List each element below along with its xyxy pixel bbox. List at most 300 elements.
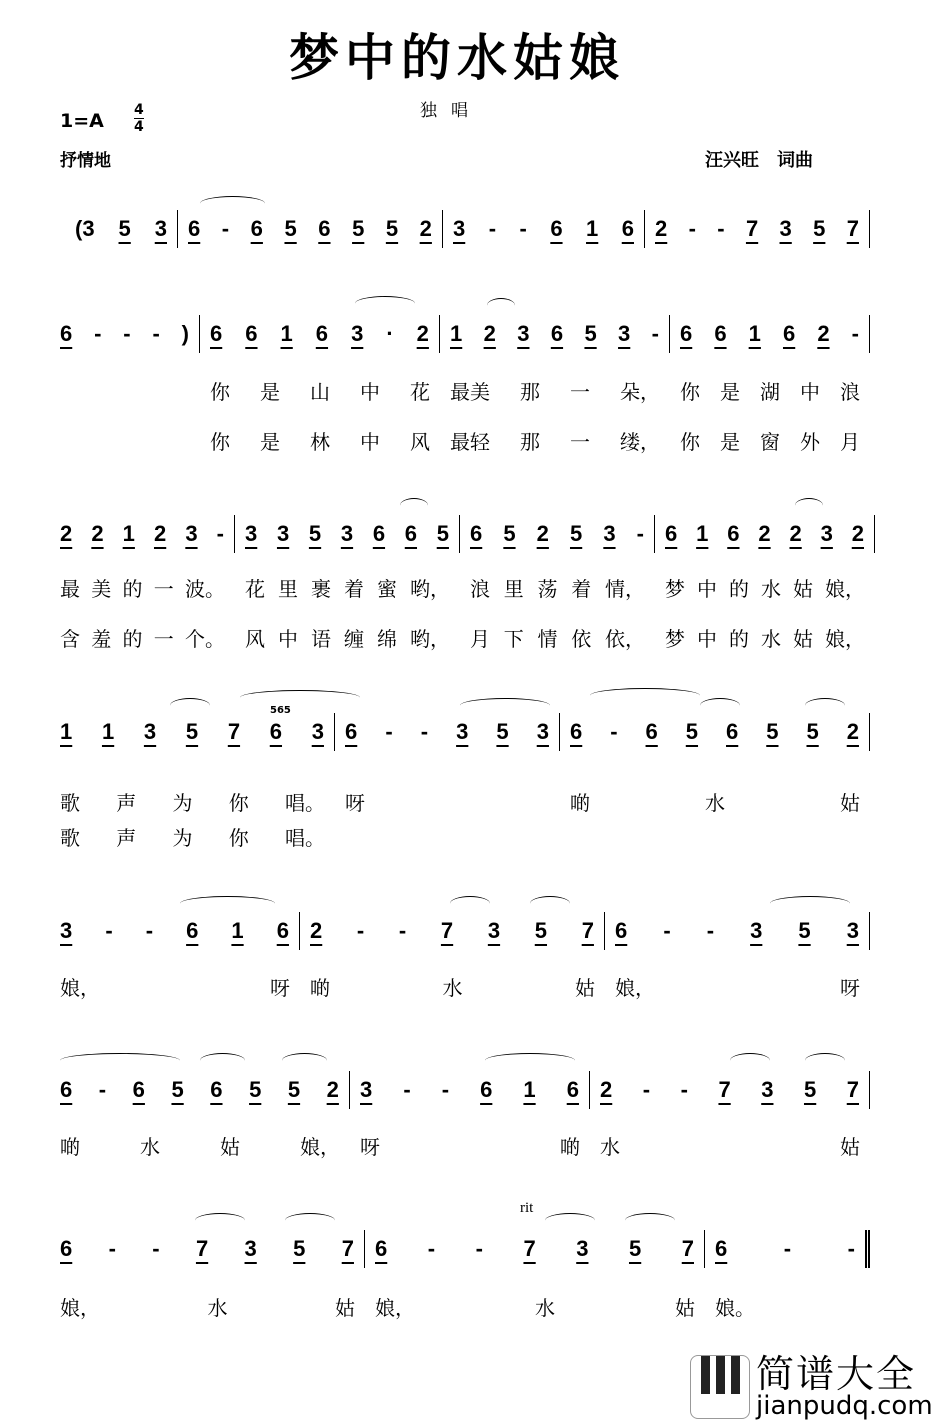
lyric-syllable: 哟，: [410, 577, 450, 601]
lyric-syllable: 浪: [470, 577, 490, 601]
note-row: [50, 1071, 870, 1111]
slur: [450, 896, 490, 911]
note: 1: [280, 321, 293, 346]
time-sig-top: 4: [134, 102, 144, 118]
note: -: [398, 918, 407, 943]
note: 3: [576, 1236, 589, 1261]
lyric-segment: [50, 623, 235, 652]
note: 1: [231, 918, 244, 943]
note: -: [152, 321, 160, 346]
lyric-syllable: 中: [360, 380, 380, 404]
note: 5: [813, 216, 826, 241]
lyric-line: [50, 376, 870, 405]
lyric-syllable: 波。: [185, 577, 225, 601]
lyric-syllable: 荡: [537, 577, 558, 601]
slur: [400, 498, 428, 513]
lyric-syllable: 一: [153, 577, 174, 601]
note: 6: [372, 521, 386, 546]
slur: [700, 698, 740, 713]
note: 3: [185, 521, 198, 546]
lyric-syllable: 姑: [793, 627, 813, 651]
note: -: [216, 521, 224, 546]
note: 5: [308, 521, 322, 546]
note: 2: [310, 918, 323, 943]
lyric-syllable: 水: [600, 1135, 620, 1159]
composer-credit: 汪兴旺 词曲: [705, 150, 813, 171]
note: 6: [269, 719, 283, 744]
note-row: [50, 1230, 870, 1270]
note: -: [651, 321, 659, 346]
note: 3: [143, 719, 157, 744]
slur: [805, 698, 845, 713]
lyric-syllable: 中: [697, 577, 717, 601]
slur: [545, 1213, 595, 1228]
lyric-segment: [50, 376, 200, 405]
lyric-syllable: 是: [260, 380, 280, 404]
lyric-syllable: 姑: [793, 577, 813, 601]
note: -: [98, 1077, 107, 1102]
lyric-syllable: 的: [729, 577, 749, 601]
note: 6: [550, 216, 563, 241]
slur: [530, 896, 570, 911]
slur: [770, 896, 850, 911]
slur: [285, 1213, 335, 1228]
lyric-syllable: 呀: [345, 791, 365, 815]
note: 6: [250, 216, 263, 241]
note: 7: [581, 918, 594, 943]
note: 7: [846, 1077, 859, 1102]
note: 6: [188, 216, 201, 241]
note: 7: [846, 216, 859, 241]
lyric-syllable: 朵，: [620, 380, 660, 404]
slur: [200, 196, 265, 211]
note: -: [851, 321, 859, 346]
measure: [560, 713, 870, 751]
note: 5: [385, 216, 399, 241]
note: 5: [293, 1236, 306, 1261]
slur: [355, 296, 415, 311]
note: 3: [487, 918, 501, 943]
note: 3: [453, 216, 466, 241]
lyric-segment: [605, 972, 870, 1001]
lyric-syllable: 是: [720, 380, 740, 404]
lyric-segment: [560, 822, 870, 851]
note: 3: [517, 321, 530, 346]
lyric-syllable: 语: [311, 627, 331, 651]
lyric-syllable: 姑: [840, 1135, 860, 1159]
note: 2: [817, 321, 830, 346]
lyric-line: [50, 426, 870, 455]
lyric-segment: [50, 822, 335, 851]
measure: [50, 1071, 350, 1109]
note: 6: [621, 216, 634, 241]
lyric-syllable: 最美: [450, 380, 490, 404]
note: 6: [470, 521, 483, 546]
lyric-syllable: 娘，: [60, 976, 100, 1000]
lyric-syllable: 呀: [270, 976, 290, 1000]
note: -: [519, 216, 527, 241]
note: 6: [645, 719, 658, 744]
note: 6: [615, 918, 628, 943]
measure: [235, 515, 460, 553]
lyric-syllable: 水: [761, 627, 781, 651]
lyric-segment: [460, 623, 655, 652]
lyric-syllable: 那: [520, 380, 540, 404]
note: 7: [341, 1236, 354, 1261]
note: 5: [534, 918, 548, 943]
note: 5: [352, 216, 365, 241]
note: 5: [185, 719, 199, 744]
note: -: [636, 521, 644, 546]
lyric-syllable: 林: [310, 430, 330, 454]
note: 6: [727, 521, 740, 546]
ritardando-marking: rit: [520, 1200, 534, 1216]
lyric-syllable: 你: [228, 826, 249, 850]
lyric-segment: [300, 972, 605, 1001]
lyric-segment: [50, 972, 300, 1001]
note: 7: [440, 918, 454, 943]
lyric-syllable: 娘，: [300, 1135, 340, 1159]
lyric-syllable: 一: [570, 380, 590, 404]
measure: [50, 315, 200, 353]
lyric-line: [50, 1292, 870, 1321]
note: -: [706, 918, 715, 943]
measure: [350, 1071, 590, 1109]
note: -: [610, 719, 618, 744]
lyric-segment: [235, 623, 460, 652]
lyric-syllable: 你: [680, 430, 700, 454]
lyric-syllable: 着: [571, 577, 592, 601]
lyric-syllable: 娘，: [60, 1296, 100, 1320]
slur: [730, 1053, 770, 1068]
note: 6: [60, 1077, 73, 1102]
lyric-syllable: 哟，: [410, 627, 450, 651]
lyric-syllable: 你: [680, 380, 700, 404]
lyric-syllable: 中: [278, 627, 298, 651]
lyric-segment: [460, 573, 655, 602]
lyric-syllable: 声: [116, 791, 137, 815]
lyric-line: [50, 972, 870, 1001]
slur: [195, 1213, 245, 1228]
lyric-syllable: 娘。: [715, 1296, 755, 1320]
measure: [705, 1230, 870, 1268]
slur: [170, 698, 210, 713]
note: 6: [550, 321, 564, 346]
note: 5: [685, 719, 699, 744]
lyric-syllable: 依，: [605, 627, 645, 651]
note: 3: [779, 216, 792, 241]
note: -: [385, 719, 393, 744]
lyric-syllable: 娘，: [615, 976, 655, 1000]
lyric-syllable: 山: [310, 380, 330, 404]
lyric-syllable: 水: [442, 976, 463, 1000]
measure: [200, 315, 440, 353]
lyric-syllable: 浪: [840, 380, 860, 404]
lyric-syllable: 蜜: [377, 577, 397, 601]
key-signature: 1=A: [60, 110, 104, 132]
note: 3: [618, 321, 631, 346]
note: 7: [681, 1236, 694, 1261]
lyric-syllable: 歌: [60, 791, 80, 815]
note: -: [783, 1236, 792, 1261]
lyric-syllable: 为: [172, 826, 193, 850]
note: 5: [496, 719, 509, 744]
lyric-syllable: 是: [260, 430, 280, 454]
lyric-syllable: 啲: [310, 976, 330, 1000]
lyric-segment: [365, 1292, 705, 1321]
note: 3: [244, 1236, 257, 1261]
lyric-syllable: 姑: [220, 1135, 240, 1159]
note: ·: [386, 321, 394, 346]
lyric-syllable: 花: [410, 380, 430, 404]
note-row: [50, 515, 875, 555]
note: -: [663, 918, 671, 943]
note: 5: [584, 321, 597, 346]
note: 2: [153, 521, 167, 546]
note: 5: [766, 719, 779, 744]
measure: [365, 1230, 705, 1268]
measure: [590, 1071, 870, 1109]
piano-icon: [690, 1355, 750, 1419]
note-row: [50, 912, 870, 952]
lyric-syllable: 声: [116, 826, 137, 850]
note: 6: [570, 719, 583, 744]
lyric-segment: [670, 376, 870, 405]
slur: [795, 498, 823, 513]
note: 2: [758, 521, 771, 546]
note: 6: [60, 321, 73, 346]
note: -: [680, 1077, 688, 1102]
lyric-syllable: 风: [245, 627, 265, 651]
note: 6: [782, 321, 796, 346]
note: 5: [569, 521, 583, 546]
note: 1: [122, 521, 135, 546]
note: 1: [60, 719, 73, 744]
lyric-syllable: 花: [245, 577, 265, 601]
lyric-syllable: 中: [360, 430, 380, 454]
note: 6: [726, 719, 739, 744]
note: -: [221, 216, 230, 241]
note: 3: [750, 918, 763, 943]
note: -: [108, 1236, 116, 1261]
note: 2: [416, 321, 429, 346]
lyric-syllable: 依: [571, 627, 592, 651]
lyric-segment: [440, 376, 670, 405]
note: 3: [154, 216, 167, 241]
measure: [300, 912, 605, 950]
note: 3: [761, 1077, 774, 1102]
note: -: [688, 216, 696, 241]
note-row: [65, 210, 870, 250]
measure: [460, 515, 655, 553]
lyric-segment: [335, 822, 560, 851]
note: 3: [351, 321, 364, 346]
measure: [670, 315, 870, 353]
note: 5: [806, 719, 819, 744]
note: 2: [91, 521, 104, 546]
lyric-syllable: 你: [210, 380, 230, 404]
note: 2: [789, 521, 802, 546]
note: 2: [600, 1077, 613, 1102]
note: -: [642, 1077, 651, 1102]
note: 1: [101, 719, 115, 744]
lyric-segment: [335, 787, 560, 816]
lyric-segment: [200, 426, 440, 455]
measure: [50, 1230, 365, 1268]
tempo-marking: 抒情地: [60, 151, 111, 171]
note: 2: [655, 216, 668, 241]
lyric-syllable: 含: [60, 627, 80, 651]
lyric-syllable: 水: [535, 1296, 555, 1320]
note: 6: [60, 1236, 73, 1261]
measure: [65, 210, 178, 248]
note: 7: [718, 1077, 731, 1102]
note: 6: [245, 321, 258, 346]
note: 2: [326, 1077, 339, 1102]
lyric-syllable: 水: [207, 1296, 228, 1320]
lyric-syllable: 外: [800, 430, 820, 454]
lyric-line: [50, 623, 875, 652]
lyric-syllable: 月: [470, 627, 490, 651]
lyric-line: [50, 822, 870, 851]
lyric-segment: [655, 623, 875, 652]
note: 2: [419, 216, 432, 241]
note: -: [475, 1236, 483, 1261]
measure: [605, 912, 870, 950]
note: -: [420, 719, 429, 744]
note: -: [94, 321, 102, 346]
lyric-syllable: 最: [60, 577, 80, 601]
lyric-syllable: 绵: [377, 627, 397, 651]
note: 5: [284, 216, 297, 241]
lyric-syllable: 姑: [335, 1296, 355, 1320]
lyric-syllable: 的: [729, 627, 749, 651]
slur: [200, 1053, 245, 1068]
note: 6: [210, 321, 223, 346]
note: 6: [714, 321, 727, 346]
lyric-syllable: 羞: [91, 627, 112, 651]
note: 3: [276, 521, 290, 546]
note-row: [50, 315, 870, 355]
lyric-syllable: 呀: [360, 1135, 380, 1159]
lyric-syllable: 情，: [605, 577, 645, 601]
lyric-syllable: 月: [840, 430, 860, 454]
slur: [282, 1053, 327, 1068]
lyric-syllable: 着: [344, 577, 364, 601]
lyric-syllable: 是: [720, 430, 740, 454]
note: 7: [195, 1236, 209, 1261]
measure: [178, 210, 443, 248]
measure: [50, 713, 335, 751]
note: -: [427, 1236, 436, 1261]
note: 3: [456, 719, 469, 744]
note: 5: [628, 1236, 642, 1261]
slur: [460, 698, 550, 713]
note: 3: [245, 521, 258, 546]
lyric-syllable: 娘，: [375, 1296, 415, 1320]
slur: [805, 1053, 845, 1068]
lyric-segment: [350, 1131, 590, 1160]
note: 6: [665, 521, 678, 546]
note: 3: [311, 719, 324, 744]
note: 2: [851, 521, 864, 546]
note: 5: [798, 918, 811, 943]
lyric-syllable: 那: [520, 430, 540, 454]
note: 3: [820, 521, 833, 546]
measure: [50, 515, 235, 553]
note: 7: [523, 1236, 536, 1261]
slur: [240, 690, 360, 705]
lyric-segment: [655, 573, 875, 602]
lyric-syllable: 下: [503, 627, 524, 651]
lyric-syllable: 你: [210, 430, 230, 454]
lyric-segment: [50, 1131, 350, 1160]
note: 6: [345, 719, 358, 744]
note: 6: [276, 918, 289, 943]
note: 3: [60, 918, 73, 943]
note: 6: [566, 1077, 579, 1102]
lyric-line: [50, 573, 875, 602]
lyric-syllable: 啲: [560, 1135, 580, 1159]
lyric-segment: [50, 787, 335, 816]
lyric-segment: [440, 426, 670, 455]
performance-type: 独唱: [420, 101, 482, 121]
lyric-syllable: 水: [140, 1135, 160, 1159]
lyric-syllable: 水: [761, 577, 781, 601]
lyric-line: [50, 1131, 870, 1160]
note: 6: [186, 918, 199, 943]
lyric-syllable: 的: [122, 627, 143, 651]
lyric-syllable: 姑: [840, 791, 860, 815]
grace-note: 565: [270, 705, 291, 716]
lyric-syllable: 窗: [760, 430, 780, 454]
lyric-syllable: 里: [503, 577, 524, 601]
note: 5: [803, 1077, 817, 1102]
lyric-syllable: 美: [91, 577, 112, 601]
note: -: [123, 321, 131, 346]
note: 1: [586, 216, 599, 241]
note: 6: [315, 321, 329, 346]
note: 3: [340, 521, 354, 546]
lyric-segment: [50, 426, 200, 455]
lyric-syllable: 啲: [60, 1135, 80, 1159]
note: 6: [210, 1077, 223, 1102]
lyric-syllable: 唱。: [285, 826, 325, 850]
note: -: [403, 1077, 411, 1102]
measure: [335, 713, 560, 751]
lyric-syllable: 水: [705, 791, 725, 815]
note: 3: [360, 1077, 373, 1102]
lyric-syllable: 风: [410, 430, 430, 454]
note: 5: [287, 1077, 301, 1102]
note: 1: [523, 1077, 536, 1102]
lyric-syllable: 姑: [575, 976, 595, 1000]
note: -: [152, 1236, 160, 1261]
slur: [625, 1213, 675, 1228]
note: (3: [75, 216, 95, 241]
lyric-segment: [200, 376, 440, 405]
note: ): [181, 321, 189, 346]
logo-text-cn: 简谱大全: [756, 1352, 917, 1396]
lyric-syllable: 梦: [665, 627, 685, 651]
lyric-syllable: 缕，: [620, 430, 660, 454]
note: 1: [748, 321, 761, 346]
lyric-syllable: 娘，: [825, 627, 865, 651]
lyric-syllable: 一: [570, 430, 590, 454]
note: -: [145, 918, 154, 943]
lyric-syllable: 为: [172, 791, 193, 815]
lyric-segment: [50, 1292, 365, 1321]
